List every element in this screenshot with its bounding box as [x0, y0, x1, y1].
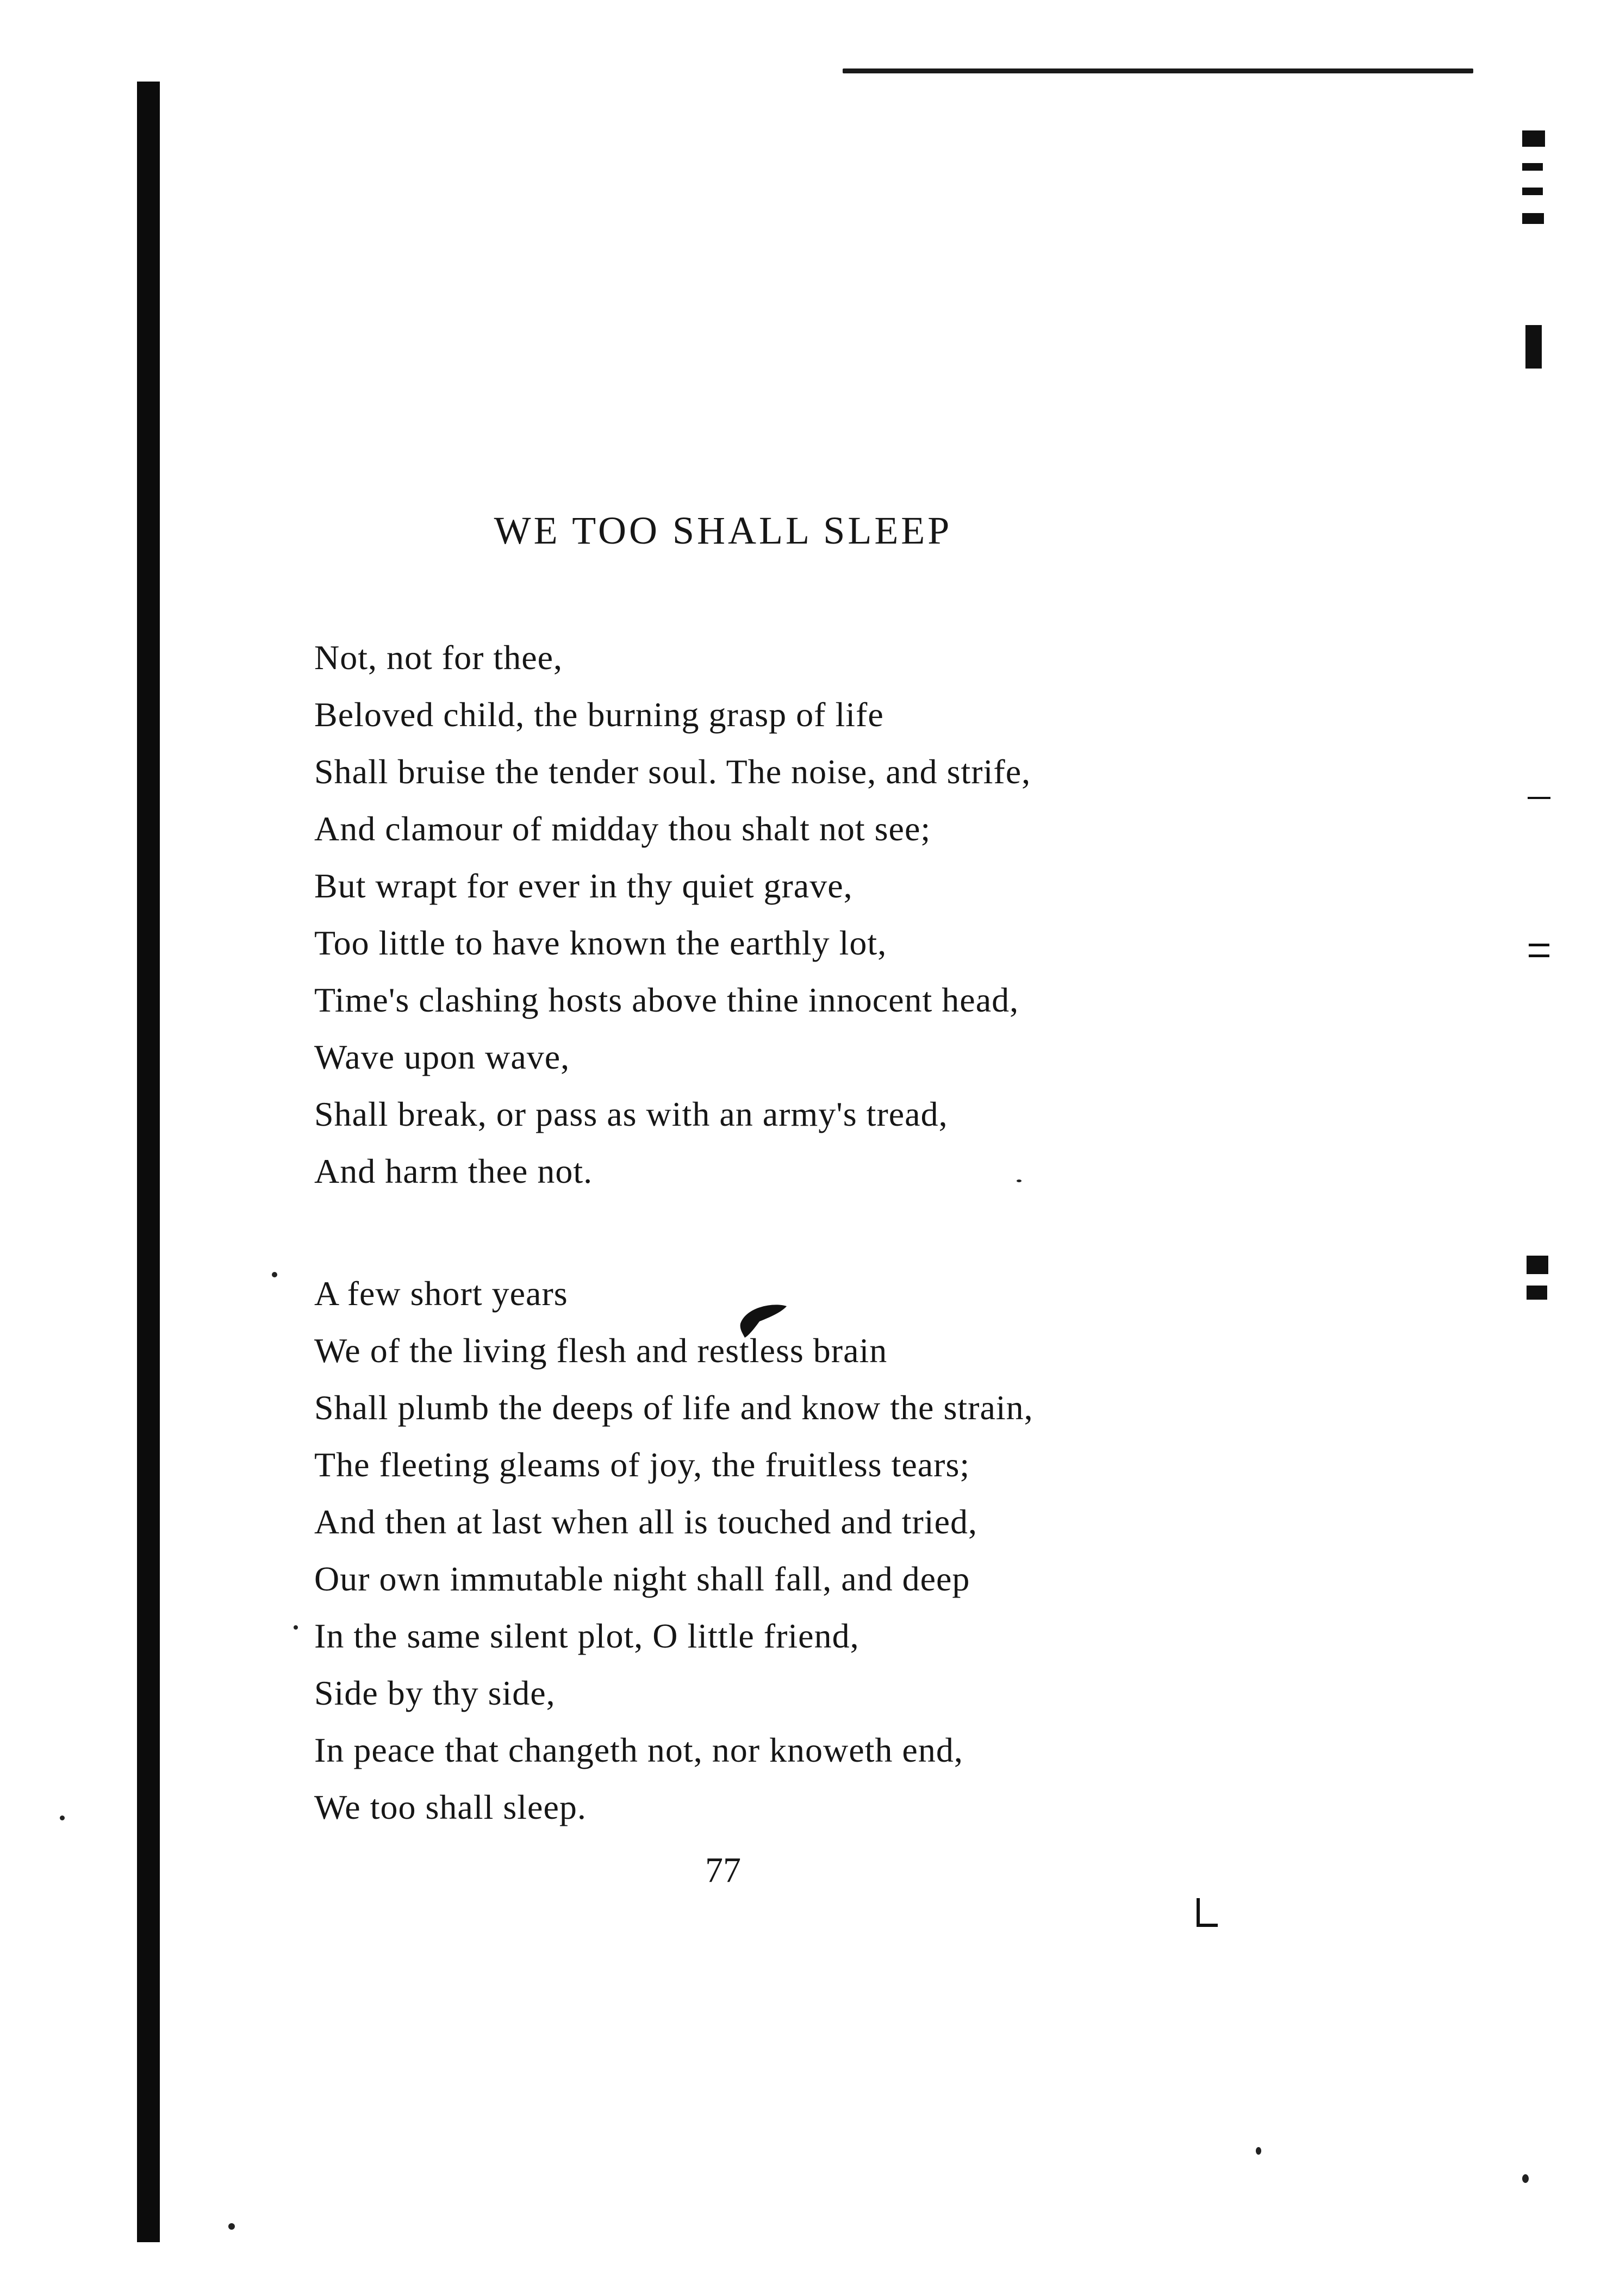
dust-speck	[1522, 2174, 1529, 2183]
corner-mark	[1194, 1897, 1221, 1930]
edge-mark	[1522, 213, 1544, 224]
poem-line: Time's clashing hosts above thine innocent head,	[314, 981, 1019, 1019]
poem-line: Shall plumb the deeps of life and know the strain,	[314, 1388, 1033, 1427]
poem-line: Beloved child, the burning grasp of life	[314, 695, 884, 734]
edge-mark	[1522, 188, 1543, 195]
poem-title: WE TOO SHALL SLEEP	[494, 509, 952, 552]
top-rule-line	[843, 68, 1473, 73]
edge-mark	[1522, 130, 1545, 147]
stanza-2	[314, 1265, 1238, 1836]
poem-line: In the same silent plot, O little friend,	[314, 1617, 859, 1655]
page-number: 77	[705, 1850, 741, 1890]
dust-speck	[294, 1625, 298, 1630]
poem-line: And harm thee not.	[314, 1152, 593, 1190]
poem-line: In peace that changeth not, nor knoweth end,	[314, 1731, 963, 1769]
dust-speck	[60, 1815, 65, 1820]
poem-line: We of the living flesh and restless brain	[314, 1331, 888, 1370]
dust-speck	[272, 1272, 277, 1277]
poem-line: A few short years	[314, 1274, 568, 1313]
dust-speck	[228, 2223, 235, 2230]
poem-line: Our own immutable night shall fall, and deep	[314, 1559, 970, 1598]
poem-line: And then at last when all is touched and tried,	[314, 1502, 978, 1541]
stanza-1	[314, 629, 1238, 1200]
poem-line: Not, not for thee,	[314, 638, 563, 677]
edge-mark	[1522, 163, 1543, 171]
edge-mark	[1528, 797, 1550, 799]
edge-mark	[1527, 1256, 1548, 1274]
page-binding-edge	[137, 82, 160, 2242]
poem-line: The fleeting gleams of joy, the fruitless tears;	[314, 1445, 970, 1484]
edge-mark	[1527, 1286, 1547, 1300]
poem-line: Shall bruise the tender soul. The noise, and strife,	[314, 752, 1031, 791]
edge-mark	[1529, 954, 1549, 957]
poem-line: We too shall sleep.	[314, 1788, 587, 1826]
dust-speck	[1256, 2147, 1261, 2155]
poem-line: Wave upon wave,	[314, 1038, 570, 1076]
poem-line: Too little to have known the earthly lot,	[314, 924, 887, 962]
poem-line: Side by thy side,	[314, 1674, 556, 1712]
edge-mark	[1529, 944, 1549, 946]
edge-mark	[1525, 325, 1542, 369]
poem-line: But wrapt for ever in thy quiet grave,	[314, 866, 853, 905]
poem-line: Shall break, or pass as with an army's tread,	[314, 1095, 948, 1133]
poem-line: And clamour of midday thou shalt not see;	[314, 809, 931, 848]
